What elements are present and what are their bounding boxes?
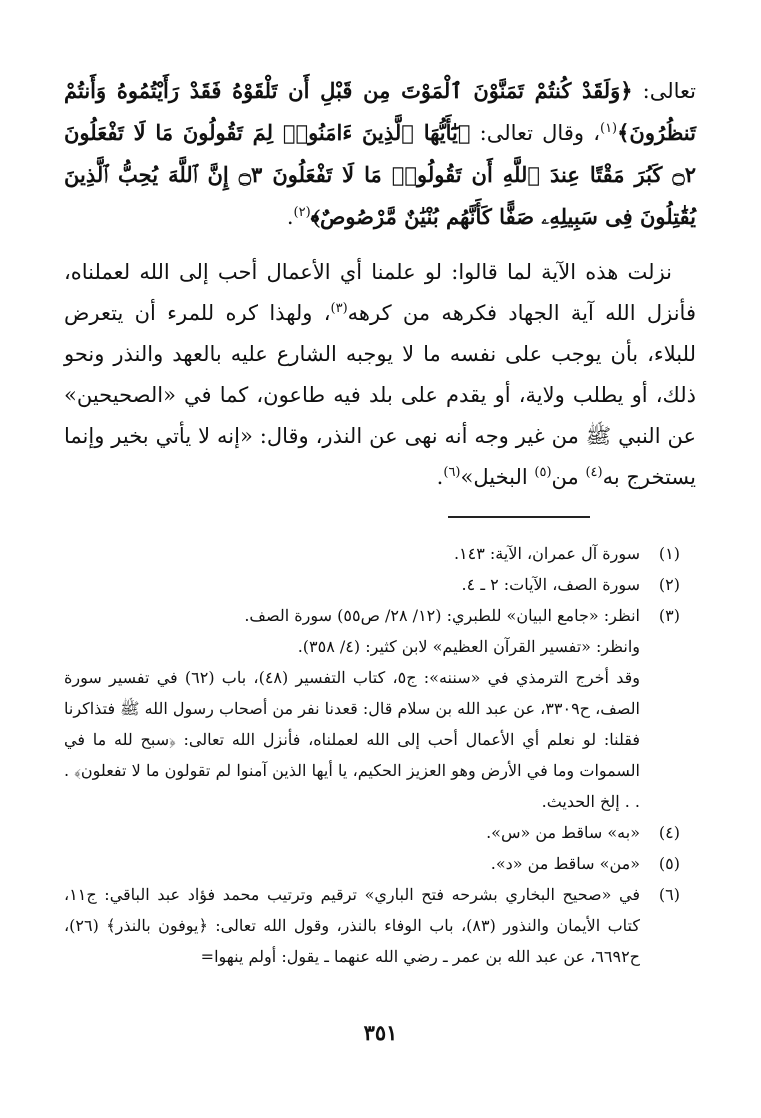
footnote-ref-2[interactable]: (٢)	[293, 205, 311, 220]
footnote-text	[64, 600, 640, 817]
commentary-paragraph	[64, 252, 696, 498]
footnote	[64, 538, 680, 569]
footnote-ref-3[interactable]: (٣)	[330, 301, 348, 316]
line1-suffix: ،	[593, 121, 600, 145]
para2-text-b: ، ولهذا كره للمرء أن يتعرض للبلاء، بأن يوجب على نفسه ما لا يوجبه الشارع عليه بالعهد والنذر ونحو ذلك، أو يطلب ولاية، أو يقدم على بلد فيه طاعون، كما في «الصحيحين» عن النبي ﷺ من غير وجه أنه نهى عن النذر، وقال: «إنه لا يأتي بخير وإنما يستخرج به	[64, 301, 696, 489]
quran-verse-1: ﴿وَلَقَدْ كُنتُمْ تَمَنَّوْنَ ٱلْمَوْتَ مِن قَبْلِ أَن تَلْقَوْهُ فَقَدْ رَأَيْتُمُوهُ وَأَنتُمْ تَنظُرُونَ﴾	[64, 78, 696, 145]
page-number: ٣٥١	[363, 1020, 398, 1045]
footnote-line: في «صحيح البخاري بشرحه فتح الباري» ترقيم وترتيب محمد فؤاد عبد الباقي: ج١١، كتاب الأيمان والنذور (٨٣)، باب الوفاء بالنذر، وقول الله تعالى: ﴿يوفون بالنذر﴾ (٢٦)، ح٦٦٩٢، عن عبد الله بن عمر ـ رضي الله عنهما ـ يقول: أولم ينهوا=	[64, 885, 640, 966]
footnote-ref-1[interactable]: (١)	[599, 121, 618, 136]
footnote-text	[64, 817, 640, 848]
footnote-line: سورة الصف، الآيات: ٢ ـ ٤.	[461, 575, 640, 594]
footnote	[64, 817, 680, 848]
footnote	[64, 879, 680, 972]
footnote-line: وانظر: «تفسير القرآن العظيم» لابن كثير: (٤/ ٣٥٨).	[297, 637, 640, 656]
footnotes	[64, 538, 680, 972]
footnote-number: (٤)	[658, 823, 680, 842]
footnote	[64, 848, 680, 879]
footnote	[64, 600, 680, 817]
footnote-text	[64, 848, 640, 879]
para2-text-a: نزلت هذه الآية لما قالوا: لو علمنا أي الأعمال أحب إلى الله لعملناه، فأنزل الله آية الجهاد فكرهه من كرهه	[64, 260, 696, 325]
line1-prefix: تعالى:	[632, 79, 696, 103]
footnote-ref-6[interactable]: (٦)	[443, 465, 461, 480]
line2-prefix: وقال تعالى:	[470, 121, 585, 145]
verses-paragraph	[64, 70, 696, 238]
footnote-number: (٢)	[658, 575, 680, 594]
quran-verse-2: ﴿يَٰٓأَيُّهَا ٱلَّذِينَ ءَامَنُوا۟ لِمَ تَقُولُونَ مَا لَا تَفْعَلُونَ ۝٢ كَبُرَ مَقْتًا عِندَ ٱللَّهِ أَن تَقُولُوا۟ مَا لَا تَفْعَلُونَ ۝٣ إِنَّ ٱللَّهَ يُحِبُّ ٱلَّذِينَ يُقَٰتِلُونَ فِى سَبِيلِهِۦ صَفًّا كَأَنَّهُم بُنْيَٰنٌ مَّرْصُوصٌ﴾	[64, 120, 696, 229]
footnote-number: (٦)	[658, 885, 680, 904]
footnote-text	[64, 879, 640, 972]
para2-text-c: من	[551, 465, 586, 489]
footnote-number: (٣)	[658, 606, 680, 625]
footnote-number: (١)	[658, 544, 680, 563]
line2-suffix: .	[286, 205, 294, 229]
footnote	[64, 569, 680, 600]
footnote-ref-4[interactable]: (٤)	[585, 465, 603, 480]
footnote-line: انظر: «جامع البيان» للطبري: (١٢/ ٢٨/ ص٥٥) سورة الصف.	[244, 606, 640, 625]
footnote-number: (٥)	[658, 854, 680, 873]
main-text	[64, 70, 696, 498]
footnote-line: «من» ساقط من «د».	[490, 854, 640, 873]
para2-text-e: .	[436, 465, 444, 489]
footnote-divider	[448, 516, 590, 518]
footnote-ref-5[interactable]: (٥)	[534, 465, 552, 480]
footnote-line: وقد أخرج الترمذي في «سننه»: ج٥، كتاب التفسير (٤٨)، باب (٦٢) في تفسير سورة الصف، ح٣٣٠٩، عن عبد الله بن سلام قال: قعدنا نفر من أصحاب رسول الله ﷺ فتذاكرنا فقلنا: لو نعلم أي الأعمال أحب إلى الله لعملناه، فأنزل الله تعالى: ﴿سبح لله ما في السموات وما في الأرض وهو العزيز الحكيم، يا أيها الذين آمنوا لم تقولون ما لا تفعلون﴾ . . . إلخ الحديث.	[64, 668, 640, 811]
footnote-line: «به» ساقط من «س».	[486, 823, 640, 842]
footnote-line: سورة آل عمران، الآية: ١٤٣.	[453, 544, 640, 563]
para2-text-d: البخيل»	[460, 465, 535, 489]
footnote-text	[64, 538, 640, 569]
footnote-text	[64, 569, 640, 600]
